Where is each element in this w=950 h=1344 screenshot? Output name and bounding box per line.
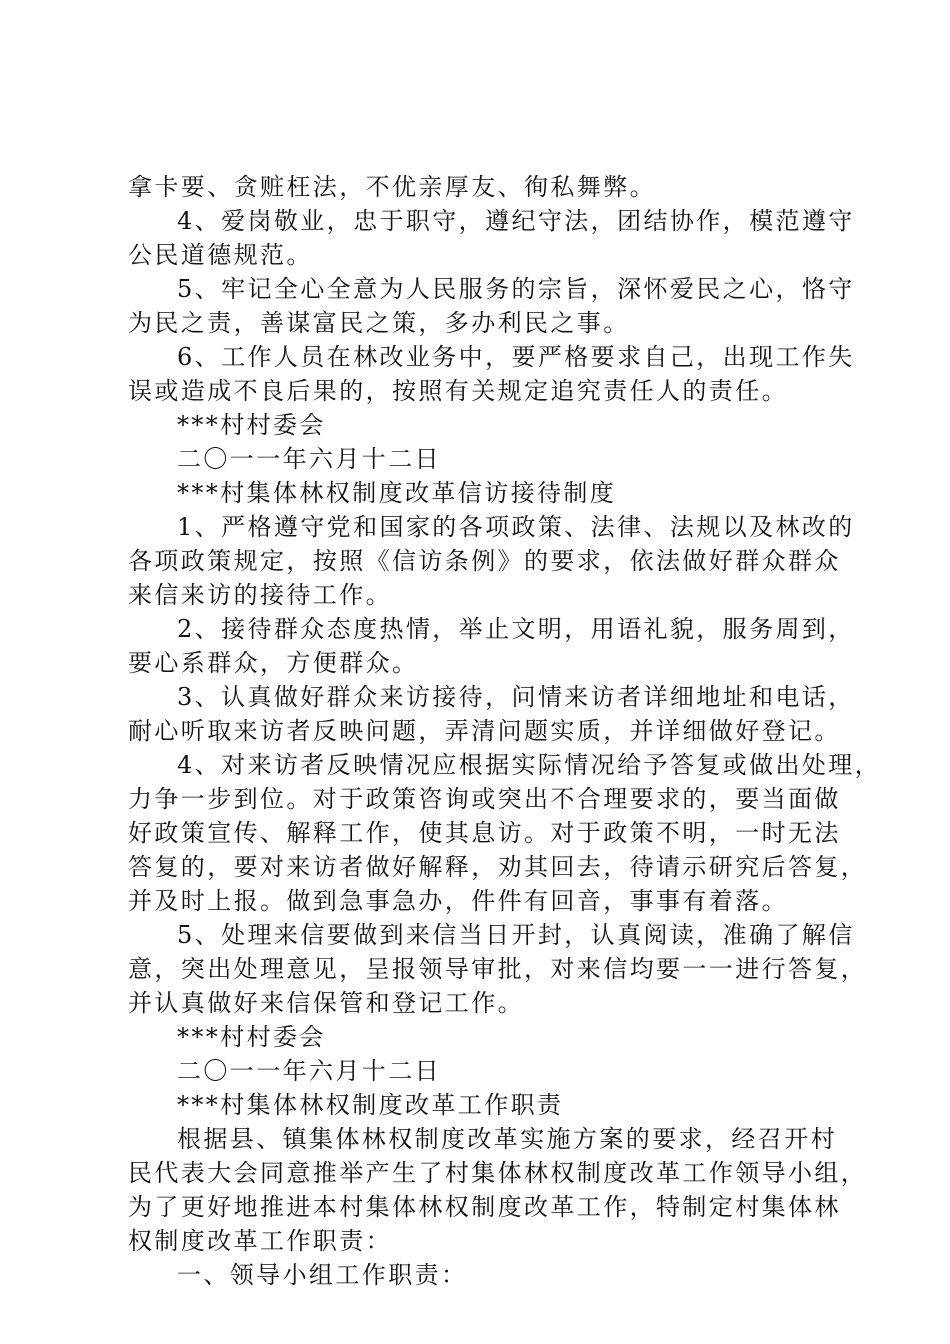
text-line: 6、工作人员在林改业务中，要严格要求自己，出现工作失 <box>177 343 855 371</box>
text-line: 耐心听取来访者反映问题，弄清问题实质，并详细做好登记。 <box>128 717 841 745</box>
text-line: 为民之责，善谋富民之策，多办利民之事。 <box>128 309 630 337</box>
text-line: ***村村委会 <box>177 1023 326 1051</box>
text-line: 二〇一一年六月十二日 <box>177 1057 441 1085</box>
text-line: 误或造成不良后果的，按照有关规定追究责任人的责任。 <box>128 377 788 405</box>
text-line: 来信来访的接待工作。 <box>128 581 392 609</box>
text-line: 根据县、镇集体林权制度改革实施方案的要求，经召开村 <box>177 1125 837 1153</box>
text-line: 答复的，要对来访者做好解释，劝其回去，待请示研究后答复， <box>128 853 868 881</box>
document-body <box>128 170 882 1292</box>
text-line: 4、爱岗敬业，忠于职守，遵纪守法，团结协作，模范遵守 <box>177 207 855 235</box>
text-line: 4、对来访者反映情况应根据实际情况给予答复或做出处理， <box>177 751 882 779</box>
text-line: 5、处理来信要做到来信当日开封，认真阅读，准确了解信 <box>177 921 855 949</box>
text-line: ***村村委会 <box>177 411 326 439</box>
text-line: ***村集体林权制度改革工作职责 <box>177 1091 564 1119</box>
text-line: 拿卡要、贪赃枉法，不优亲厚友、徇私舞弊。 <box>128 173 656 201</box>
text-line: ***村集体林权制度改革信访接待制度 <box>177 479 617 507</box>
text-line: 5、牢记全心全意为人民服务的宗旨，深怀爱民之心，恪守 <box>177 275 855 303</box>
text-line: 公民道德规范。 <box>128 241 313 269</box>
text-line: 各项政策规定，按照《信访条例》的要求，依法做好群众群众 <box>128 547 841 575</box>
text-line: 1、严格遵守党和国家的各项政策、法律、法规以及林改的 <box>177 513 855 541</box>
text-line: 意，突出处理意见，呈报领导审批，对来信均要一一进行答复， <box>128 955 868 983</box>
text-line: 并认真做好来信保管和登记工作。 <box>128 989 524 1017</box>
text-line: 权制度改革工作职责： <box>128 1227 392 1255</box>
text-line: 为了更好地推进本村集体林权制度改革工作，特制定村集体林 <box>128 1193 841 1221</box>
text-line: 2、接待群众态度热情，举止文明，用语礼貌，服务周到， <box>177 615 855 643</box>
text-line: 力争一步到位。对于政策咨询或突出不合理要求的，要当面做 <box>128 785 841 813</box>
text-line: 好政策宣传、解释工作，使其息访。对于政策不明，一时无法 <box>128 819 841 847</box>
text-line: 一、领导小组工作职责： <box>177 1261 468 1289</box>
text-line: 民代表大会同意推举产生了村集体林权制度改革工作领导小组， <box>128 1159 868 1187</box>
text-line: 二〇一一年六月十二日 <box>177 445 441 473</box>
text-line: 要心系群众，方便群众。 <box>128 649 419 677</box>
text-line: 并及时上报。做到急事急办，件件有回音，事事有着落。 <box>128 887 788 915</box>
text-line: 3、认真做好群众来访接待，问情来访者详细地址和电话， <box>177 683 855 711</box>
